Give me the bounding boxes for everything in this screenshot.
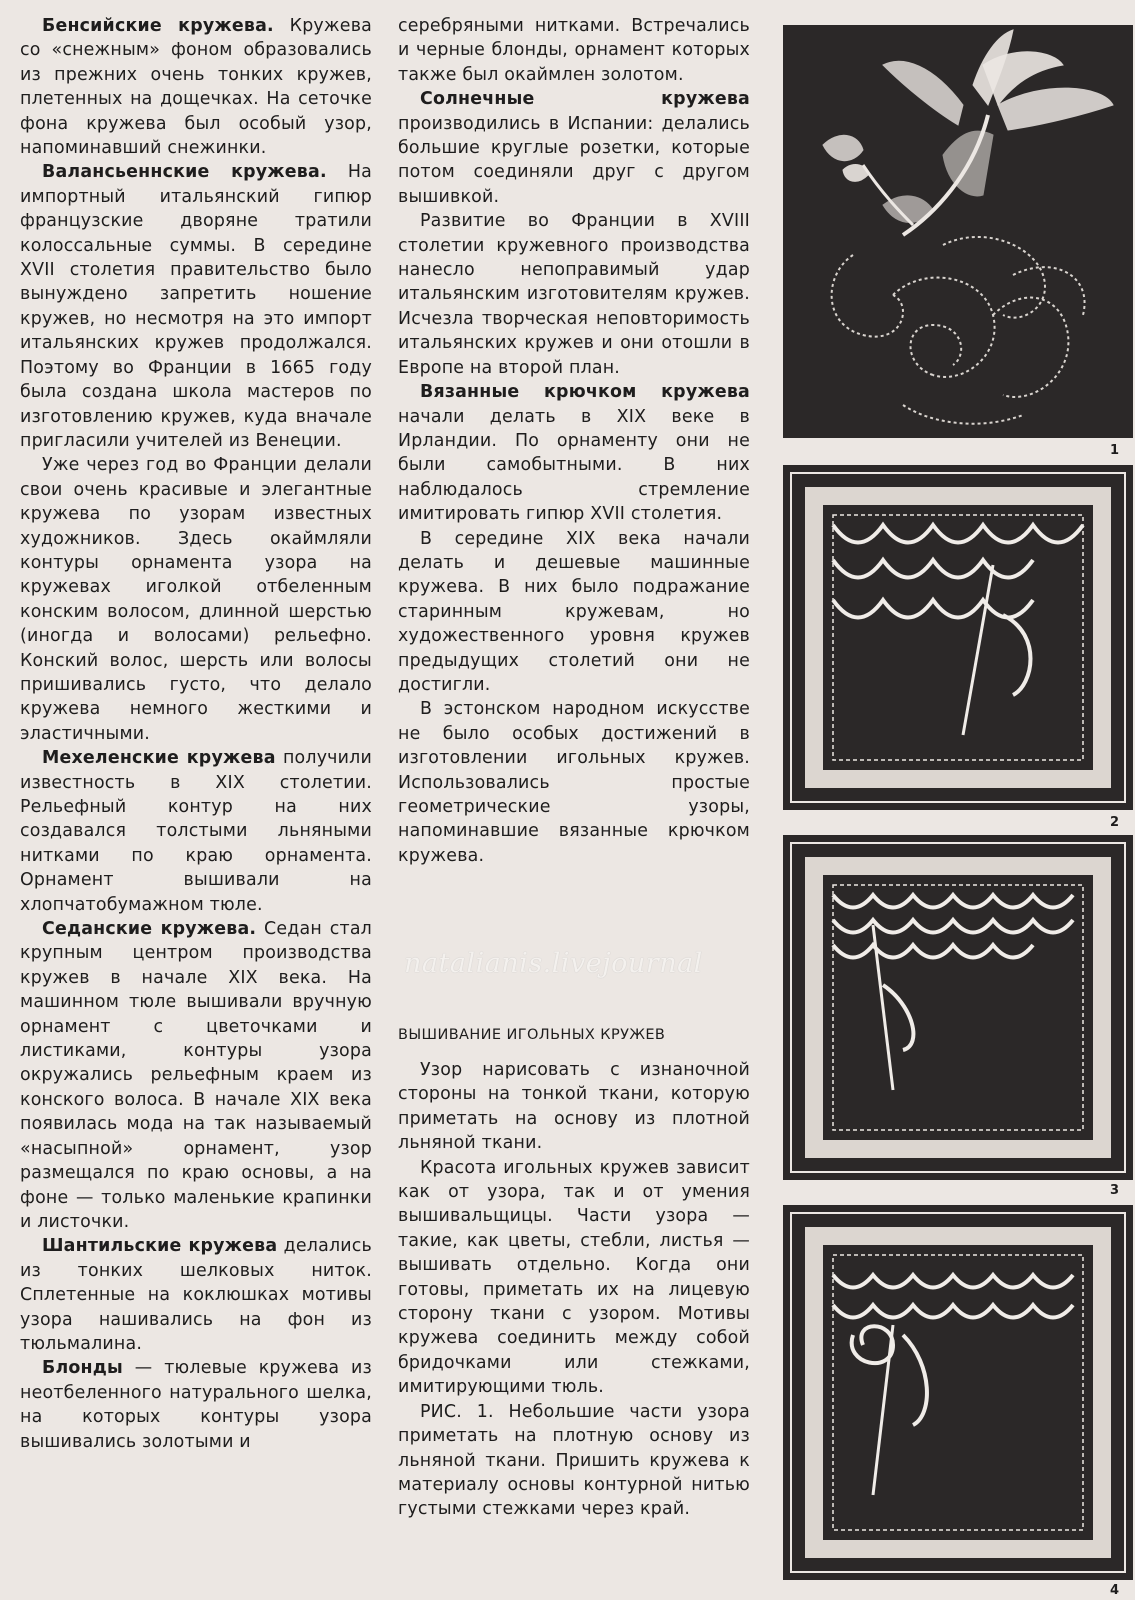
figure-1-image <box>783 25 1133 438</box>
paragraph <box>20 160 372 453</box>
paragraph <box>398 1400 750 1522</box>
paragraph <box>398 209 750 380</box>
paragraph-text: получили известность в XIX столетии. Рельефный контур на них создавался толстыми льняными нитками по краю орнамента. Орнамент вышивали на хлопчатобумажном тюле. <box>20 748 372 915</box>
figure-3-image <box>783 835 1133 1180</box>
paragraph-text: — тюлевые кружева из неотбеленного натурального шелка, на которых контуры узора вышивались золотыми и <box>20 1358 372 1452</box>
section-heading: ВЫШИВАНИЕ ИГОЛЬНЫХ КРУЖЕВ <box>398 1027 666 1043</box>
paragraph-text: В середине XIX века начали делать и дешевые машинные кружева. В них было подражание старинным кружевам, но художественного уровня кружев предыдущих столетий они не достигли. <box>398 528 750 695</box>
paragraph-bold-lead: Валансьеннские кружева. <box>42 162 327 183</box>
paragraph-text: Кружева со «снежным» фоном образовались из прежних очень тонких кружев, плетенных на дощечках. На сеточке фона кружева был особый узор, напоминавший снежинки. <box>20 16 372 159</box>
paragraph-text: Красота игольных кружев зависит как от узора, так и от умения вышивальщицы. Части узора — такие, как цветы, стебли, листья — вышивать отдельно. Когда они готовы, приметать их на лицевую сторону ткани с узором. Мотивы кружева соединить между собой бридочками или стежками, имитирующими тюль. <box>398 1157 750 1398</box>
text-column-right <box>398 14 750 868</box>
paragraph <box>20 746 372 917</box>
paragraph <box>20 917 372 1234</box>
paragraph <box>398 1058 750 1156</box>
paragraph-bold-lead: Блонды <box>42 1358 123 1379</box>
paragraph <box>398 527 750 698</box>
figure-3-number: 3 <box>1110 1183 1120 1198</box>
paragraph <box>20 1234 372 1356</box>
paragraph-bold-lead: Седанские кружева. <box>42 919 257 940</box>
paragraph-text: делались из тонких шелковых ниток. Сплетенные на коклюшках мотивы узора нашивались на фон из тюльмалина. <box>20 1236 372 1354</box>
paragraph-text: Развитие во Франции в XVIII столетии кружевного производства нанесло непоправимый удар итальянским изготовителям кружев. Исчезла творческая неповторимость итальянских кружев и они отошли в Европе на второй план. <box>398 211 750 378</box>
paragraph-text: На импортный итальянский гипюр французские дворяне тратили колоссальные суммы. В середине XVII столетия правительство было вынуждено запретить ношение кружев, но несмотря на это импорт итальянских кружев продолжался. Поэтому во Франции в 1665 году была создана школа мастеров по изготовлению кружев, куда вначале пригласили учителей из Венеции. <box>20 162 372 451</box>
paragraph <box>398 697 750 868</box>
paragraph-text: начали делать в XIX веке в Ирландии. По орнаменту они не были самобытными. В них наблюдалось стремление имитировать гипюр XVII столетия. <box>398 406 750 525</box>
paragraph <box>398 87 750 209</box>
paragraph-text: серебряными нитками. Встречались и черные блонды, орнамент которых также был окаймлен золотом. <box>398 16 750 85</box>
paragraph <box>20 14 372 160</box>
paragraph <box>20 453 372 746</box>
text-column-right-lower <box>398 1058 750 1522</box>
paragraph <box>398 14 750 87</box>
paragraph-text: Узор нарисовать с изнаночной стороны на тонкой ткани, которую приметать на основу из плотной льняной ткани. <box>398 1060 750 1154</box>
paragraph <box>398 380 750 526</box>
figure-2-number: 2 <box>1110 815 1120 830</box>
text-column-left <box>20 14 372 1454</box>
paragraph-text: Уже через год во Франции делали свои очень красивые и элегантные кружева по узорам известных художников. Здесь окаймляли контуры орнамента узора на кружевах иголкой отбеленным конским волосом, длинной шерстью (иногда и волосами) рельефно. Конский волос, шерсть или волосы пришивались густо, что делало кружева немного жесткими и эластичными. <box>20 455 372 744</box>
paragraph-bold-lead: Вязанные крючком кружева <box>420 382 750 403</box>
figure-4-image <box>783 1205 1133 1580</box>
paragraph-text: РИС. 1. Небольшие части узора приметать на плотную основу из льняной ткани. Пришить кружева к материалу основы контурной нитью густыми стежками через край. <box>398 1401 750 1520</box>
paragraph-bold-lead: Бенсийские кружева. <box>42 16 274 36</box>
paragraph-text: Седан стал крупным центром производства кружев в начале XIX века. На машинном тюле вышивали вручную орнамент с цветочками и листиками, контуры узора окружались рельефным краем из конского волоса. В начале XIX века появилась мода на так называемый «насыпной» орнамент, узор размещался по краю основы, а на фоне — только маленькие крапинки и листочки. <box>20 919 372 1232</box>
paragraph-text: В эстонском народном искусстве не было особых достижений в изготовлении игольных кружев. Использовались простые геометрические узоры, напоминавшие вязанные крючком кружева. <box>398 699 750 866</box>
paragraph-bold-lead: Солнечные кружева <box>420 89 750 110</box>
figure-1-number: 1 <box>1110 443 1120 458</box>
paragraph <box>398 1156 750 1400</box>
paragraph-bold-lead: Мехеленские кружева <box>42 748 276 769</box>
paragraph-text: производились в Испании: делались большие круглые розетки, которые потом соединяли друг с другом вышивкой. <box>398 113 750 207</box>
figure-2-image <box>783 465 1133 810</box>
watermark: natalianis.livejournal <box>404 948 703 979</box>
paragraph <box>20 1356 372 1454</box>
paragraph-bold-lead: Шантильские кружева <box>42 1236 278 1257</box>
figure-4-number: 4 <box>1110 1583 1120 1598</box>
